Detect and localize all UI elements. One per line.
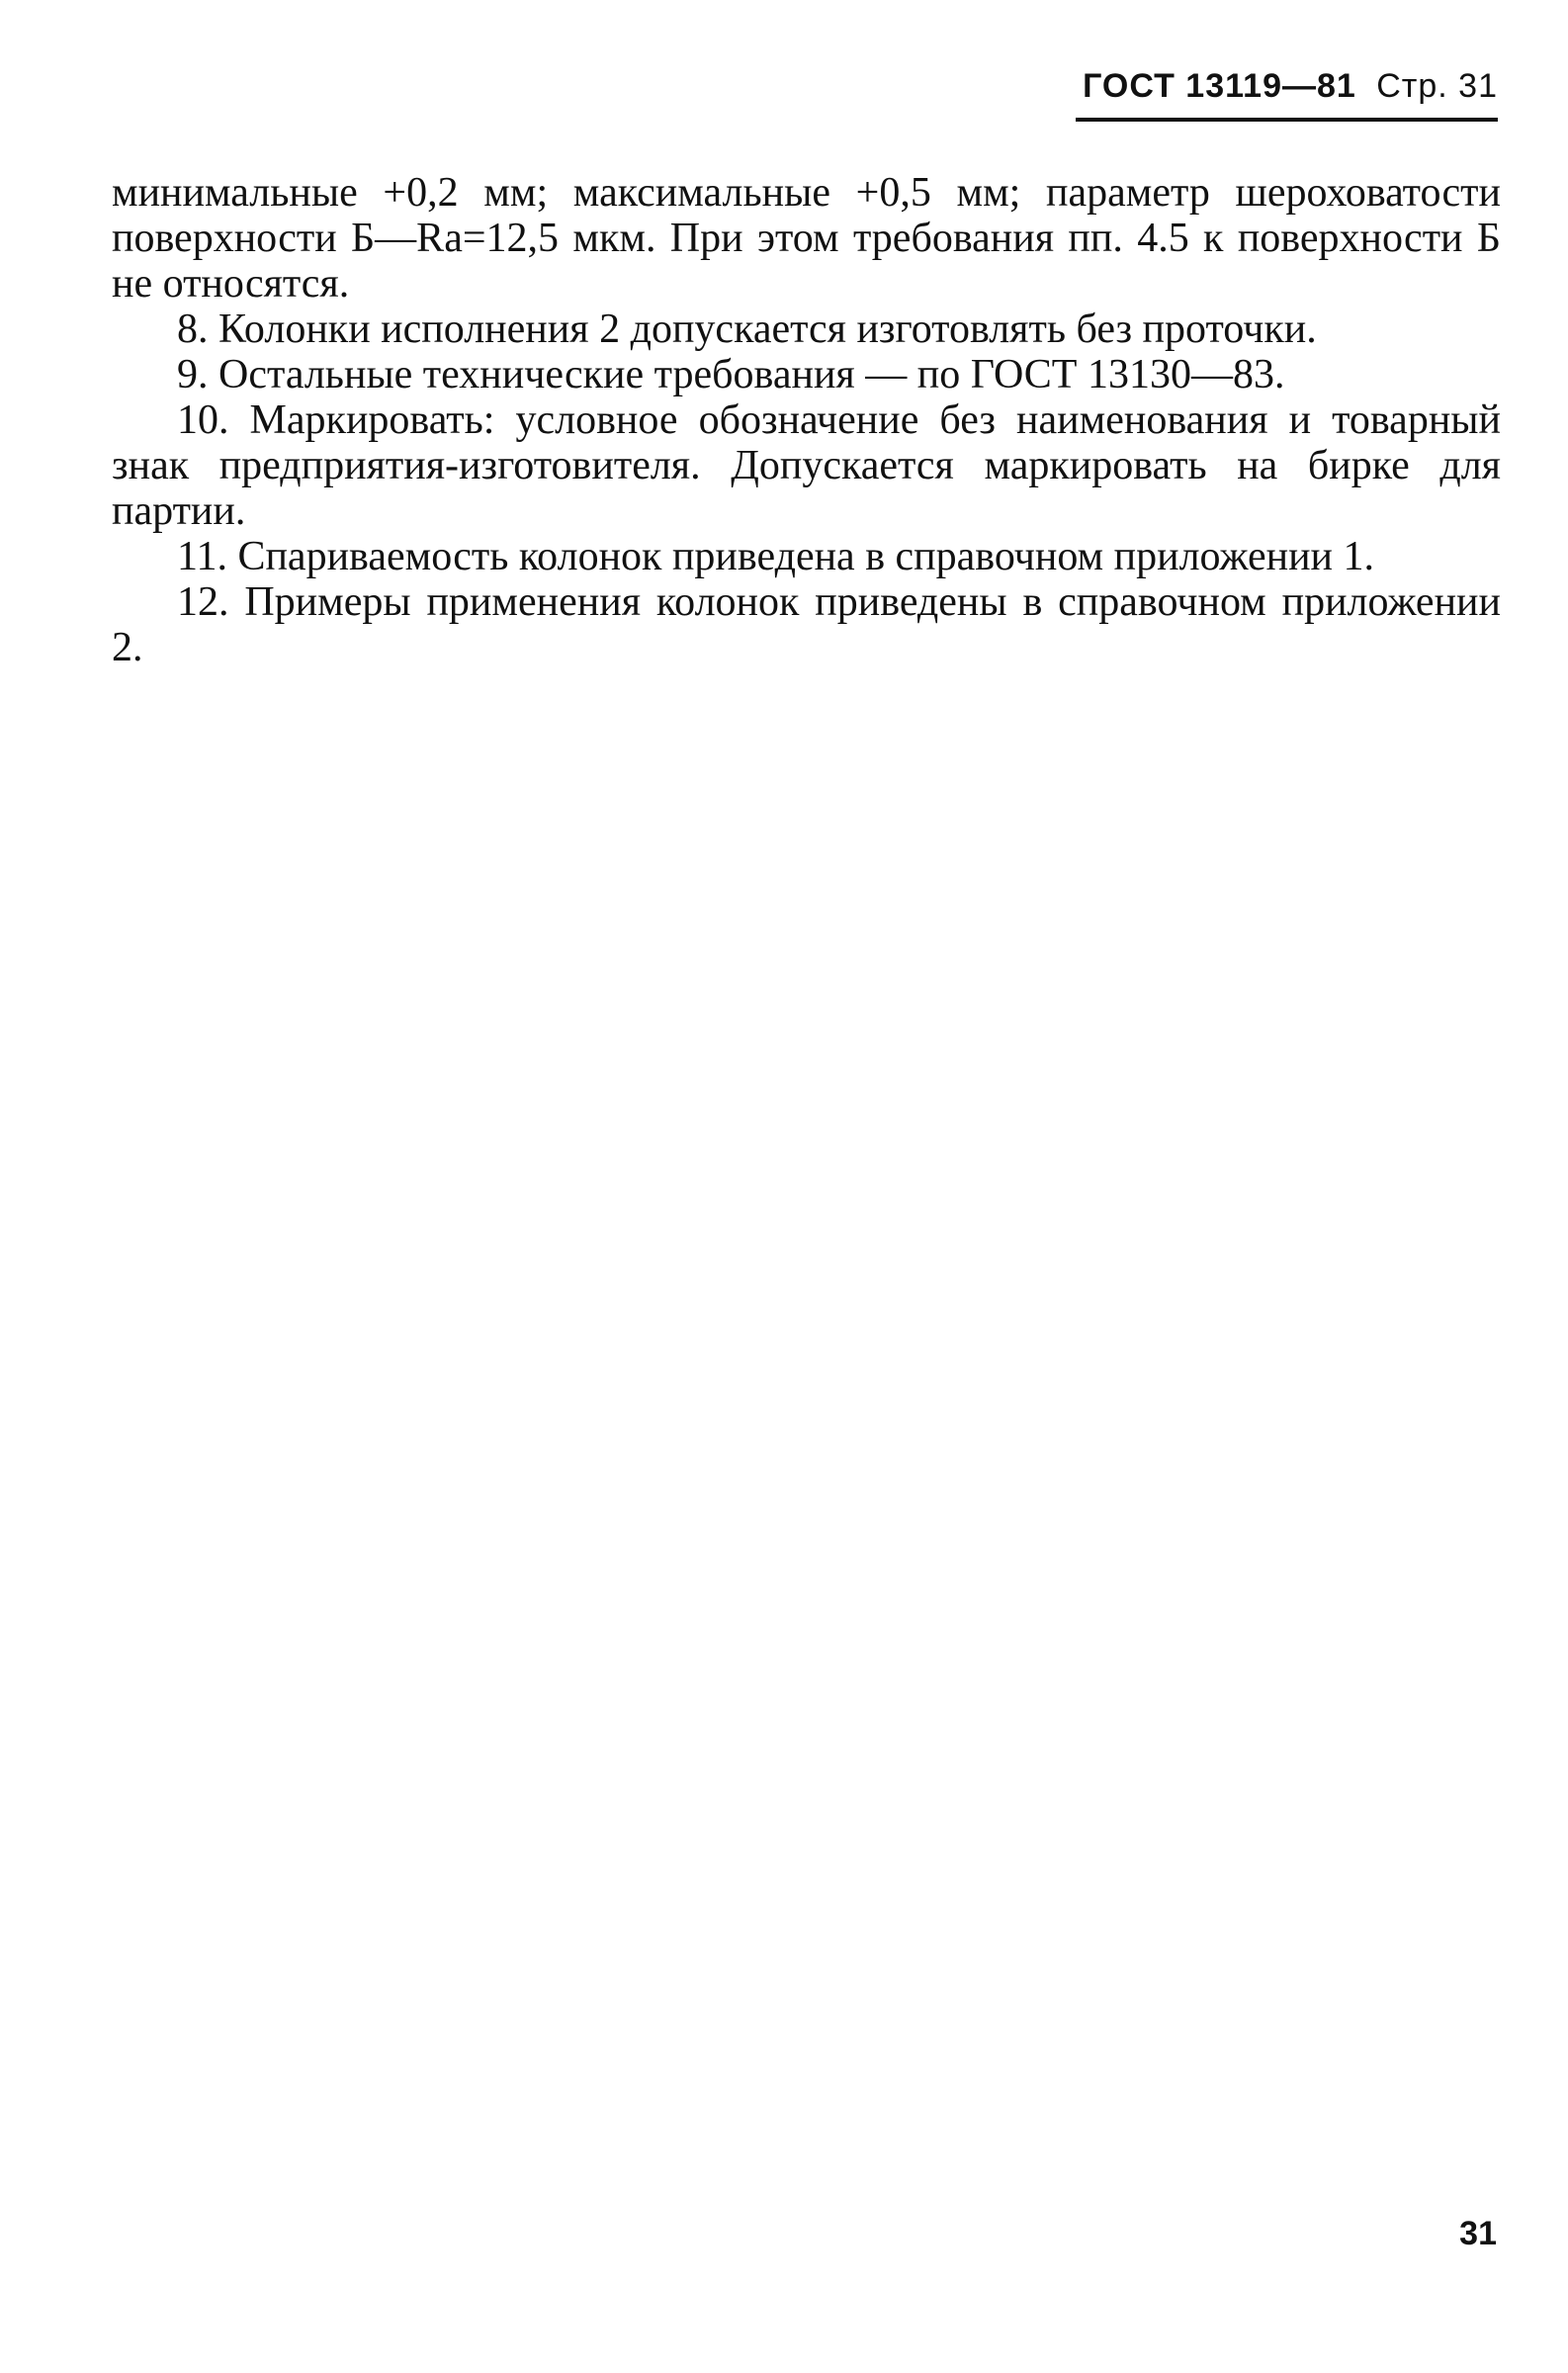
- paragraph-continuation: минимальные +0,2 мм; максимальные +0,5 мм; параметр шероховатости поверхности Б—Ra=12,5 мкм. При этом требования пп. 4.5 к поверхности Б не относятся.: [112, 170, 1501, 307]
- paragraph-item-9: 9. Остальные технические требования — по ГОСТ 13130—83.: [177, 352, 1285, 397]
- standard-number: ГОСТ 13119—81: [1083, 67, 1356, 105]
- footer-page-number: 31: [1459, 2215, 1497, 2252]
- header-page-label: Стр. 31: [1376, 67, 1498, 105]
- running-header: [1083, 67, 1498, 106]
- paragraph-item-11: 11. Спариваемость колонок приведена в справочном приложении 1.: [177, 534, 1375, 579]
- paragraph-item-8: 8. Колонки исполнения 2 допускается изготовлять без проточки.: [177, 307, 1317, 352]
- paragraph-item-12: 12. Примеры применения колонок приведены в справочном приложении 2.: [112, 579, 1501, 670]
- header-rule: [1076, 118, 1498, 122]
- paragraph-item-10: 10. Маркировать: условное обозначение без наименования и товарный знак предприятия-изготовителя. Допускается маркировать на бирке для партии.: [112, 397, 1501, 534]
- body-text: [112, 170, 1501, 670]
